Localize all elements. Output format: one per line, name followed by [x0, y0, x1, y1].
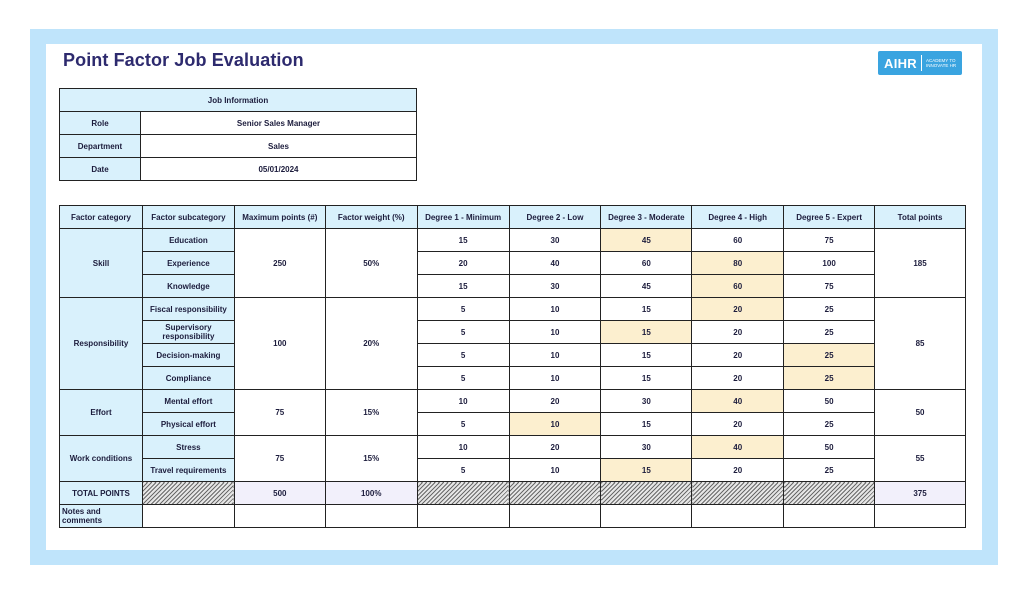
factor-subcategory: Physical effort	[142, 413, 234, 436]
degree-5-cell[interactable]: 50	[784, 390, 875, 413]
col-header: Factor subcategory	[142, 206, 234, 229]
degree-5-cell[interactable]: 25	[784, 413, 875, 436]
factor-weight[interactable]: 20%	[325, 298, 417, 390]
total-points: 185	[875, 229, 966, 298]
degree-3-cell[interactable]: 15	[601, 413, 692, 436]
degree-3-cell[interactable]: 60	[601, 252, 692, 275]
degree-4-cell[interactable]: 60	[692, 229, 784, 252]
hatched-cell	[692, 482, 784, 505]
col-header: Factor weight (%)	[325, 206, 417, 229]
degree-1-cell[interactable]: 5	[417, 298, 509, 321]
col-header: Degree 2 - Low	[509, 206, 601, 229]
degree-2-cell[interactable]: 20	[509, 436, 601, 459]
totals-label: TOTAL POINTS	[60, 482, 143, 505]
factor-subcategory: Decision-making	[142, 344, 234, 367]
degree-5-cell[interactable]: 25	[784, 298, 875, 321]
evaluation-table	[59, 205, 966, 528]
degree-4-cell[interactable]: 60	[692, 275, 784, 298]
degree-1-cell[interactable]: 5	[417, 459, 509, 482]
col-header: Degree 1 - Minimum	[417, 206, 509, 229]
degree-1-cell[interactable]: 10	[417, 390, 509, 413]
col-header: Degree 4 - High	[692, 206, 784, 229]
totals-max-points: 500	[234, 482, 325, 505]
factor-subcategory: Knowledge	[142, 275, 234, 298]
table-row	[60, 390, 966, 413]
degree-3-cell[interactable]: 15	[601, 321, 692, 344]
job-info-heading: Job Information	[60, 89, 417, 112]
degree-4-cell[interactable]: 40	[692, 436, 784, 459]
col-header: Degree 3 - Moderate	[601, 206, 692, 229]
factor-category: Responsibility	[60, 298, 143, 390]
totals-row	[60, 482, 966, 505]
job-info-value[interactable]: 05/01/2024	[141, 158, 417, 181]
notes-cell[interactable]	[142, 505, 234, 528]
totals-total-points: 375	[875, 482, 966, 505]
notes-cell[interactable]	[417, 505, 509, 528]
job-info-label: Role	[60, 112, 141, 135]
degree-2-cell[interactable]: 40	[509, 252, 601, 275]
job-info-row	[60, 112, 417, 135]
degree-2-cell[interactable]: 20	[509, 390, 601, 413]
degree-3-cell[interactable]: 45	[601, 229, 692, 252]
degree-4-cell[interactable]: 20	[692, 413, 784, 436]
page-title: Point Factor Job Evaluation	[63, 50, 304, 70]
totals-weight: 100%	[325, 482, 417, 505]
degree-4-cell[interactable]: 20	[692, 298, 784, 321]
factor-category: Work conditions	[60, 436, 143, 482]
max-points[interactable]: 250	[234, 229, 325, 298]
table-row	[60, 229, 966, 252]
max-points[interactable]: 100	[234, 298, 325, 390]
degree-3-cell[interactable]: 15	[601, 298, 692, 321]
job-information-table	[59, 88, 417, 181]
degree-2-cell[interactable]: 30	[509, 229, 601, 252]
table-row	[60, 459, 966, 482]
degree-1-cell[interactable]: 10	[417, 436, 509, 459]
degree-2-cell[interactable]: 10	[509, 413, 601, 436]
degree-4-cell[interactable]: 80	[692, 252, 784, 275]
table-row	[60, 413, 966, 436]
table-row	[60, 252, 966, 275]
notes-cell[interactable]	[692, 505, 784, 528]
factor-weight[interactable]: 15%	[325, 390, 417, 436]
notes-cell[interactable]	[875, 505, 966, 528]
aihr-logo	[878, 51, 962, 75]
degree-2-cell[interactable]: 10	[509, 298, 601, 321]
degree-5-cell[interactable]: 25	[784, 321, 875, 344]
job-info-row	[60, 158, 417, 181]
degree-3-cell[interactable]: 30	[601, 436, 692, 459]
factor-subcategory: Experience	[142, 252, 234, 275]
notes-row	[60, 505, 966, 528]
total-points: 55	[875, 436, 966, 482]
degree-1-cell[interactable]: 5	[417, 344, 509, 367]
degree-2-cell[interactable]: 10	[509, 367, 601, 390]
factor-subcategory: Fiscal responsibility	[142, 298, 234, 321]
table-row	[60, 298, 966, 321]
degree-4-cell[interactable]: 20	[692, 367, 784, 390]
col-header: Total points	[875, 206, 966, 229]
job-info-label: Department	[60, 135, 141, 158]
logo-brand: AIHR	[884, 55, 917, 71]
hatched-cell	[784, 482, 875, 505]
degree-5-cell[interactable]: 75	[784, 275, 875, 298]
degree-5-cell[interactable]: 100	[784, 252, 875, 275]
table-row	[60, 321, 966, 344]
degree-5-cell[interactable]: 50	[784, 436, 875, 459]
notes-cell[interactable]	[325, 505, 417, 528]
col-header: Factor category	[60, 206, 143, 229]
degree-4-cell[interactable]: 20	[692, 344, 784, 367]
degree-1-cell[interactable]: 15	[417, 275, 509, 298]
degree-3-cell[interactable]: 15	[601, 344, 692, 367]
degree-5-cell[interactable]: 75	[784, 229, 875, 252]
factor-subcategory: Stress	[142, 436, 234, 459]
factor-category: Effort	[60, 390, 143, 436]
degree-2-cell[interactable]: 10	[509, 321, 601, 344]
factor-weight[interactable]: 15%	[325, 436, 417, 482]
table-row	[60, 275, 966, 298]
logo-tagline: ACADEMY TO INNOVATE HR	[925, 58, 957, 68]
degree-5-cell[interactable]: 25	[784, 459, 875, 482]
col-header: Degree 5 - Expert	[784, 206, 875, 229]
total-points: 50	[875, 390, 966, 436]
factor-weight[interactable]: 50%	[325, 229, 417, 298]
job-info-label: Date	[60, 158, 141, 181]
degree-2-cell[interactable]: 30	[509, 275, 601, 298]
factor-subcategory: Education	[142, 229, 234, 252]
table-row	[60, 436, 966, 459]
degree-3-cell[interactable]: 15	[601, 459, 692, 482]
table-row	[60, 344, 966, 367]
notes-cell[interactable]	[234, 505, 325, 528]
max-points[interactable]: 75	[234, 390, 325, 436]
degree-1-cell[interactable]: 20	[417, 252, 509, 275]
hatched-cell	[417, 482, 509, 505]
degree-4-cell[interactable]: 20	[692, 459, 784, 482]
factor-subcategory: Mental effort	[142, 390, 234, 413]
degree-4-cell[interactable]: 20	[692, 321, 784, 344]
notes-label: Notes and comments	[60, 505, 143, 528]
factor-subcategory: Supervisory responsibility	[142, 321, 234, 344]
hatched-cell	[509, 482, 601, 505]
job-info-value[interactable]: Sales	[141, 135, 417, 158]
degree-3-cell[interactable]: 45	[601, 275, 692, 298]
degree-2-cell[interactable]: 10	[509, 459, 601, 482]
job-info-value[interactable]: Senior Sales Manager	[141, 112, 417, 135]
degree-1-cell[interactable]: 15	[417, 229, 509, 252]
job-info-row	[60, 135, 417, 158]
total-points: 85	[875, 298, 966, 390]
degree-3-cell[interactable]: 30	[601, 390, 692, 413]
factor-subcategory: Travel requirements	[142, 459, 234, 482]
degree-4-cell[interactable]: 40	[692, 390, 784, 413]
hatched-cell	[142, 482, 234, 505]
degree-1-cell[interactable]: 5	[417, 413, 509, 436]
factor-category: Skill	[60, 229, 143, 298]
col-header: Maximum points (#)	[234, 206, 325, 229]
degree-1-cell[interactable]: 5	[417, 321, 509, 344]
degree-2-cell[interactable]: 10	[509, 344, 601, 367]
degree-5-cell[interactable]: 25	[784, 344, 875, 367]
max-points[interactable]: 75	[234, 436, 325, 482]
degree-3-cell[interactable]: 15	[601, 367, 692, 390]
notes-cell[interactable]	[601, 505, 692, 528]
degree-5-cell[interactable]: 25	[784, 367, 875, 390]
factor-subcategory: Compliance	[142, 367, 234, 390]
degree-1-cell[interactable]: 5	[417, 367, 509, 390]
header-row	[60, 206, 966, 229]
notes-cell[interactable]	[784, 505, 875, 528]
logo-divider	[921, 55, 922, 71]
table-row	[60, 367, 966, 390]
hatched-cell	[601, 482, 692, 505]
notes-cell[interactable]	[509, 505, 601, 528]
